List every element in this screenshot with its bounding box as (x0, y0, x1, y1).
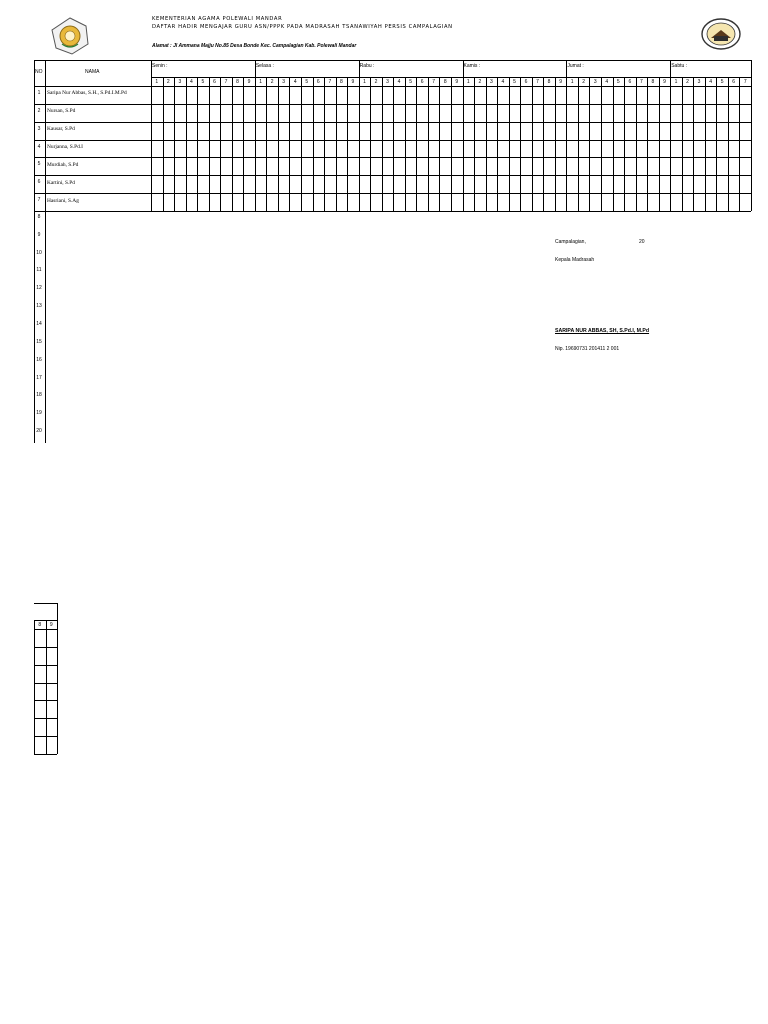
row-number: 2 (37, 107, 41, 114)
day-header: Senin : (152, 63, 168, 69)
period-number: 2 (582, 78, 586, 85)
period-divider (301, 77, 302, 211)
period-number: 7 (743, 78, 747, 85)
principal-name: SARIPA NUR ABBAS, SH, S.Pd.I, M.Pd (555, 328, 650, 334)
row-number: 13 (36, 303, 42, 310)
period-divider (543, 77, 544, 211)
period-number: 8 (651, 78, 655, 85)
period-divider (336, 77, 337, 211)
numcol-right-line (45, 211, 46, 443)
period-number: 2 (686, 78, 689, 85)
table-right-border (751, 60, 752, 211)
row-divider (34, 122, 751, 123)
period-number: 7 (224, 78, 228, 85)
period-number: 4 (605, 78, 609, 85)
period-number: 9 (559, 78, 562, 85)
signature-place: Campalagian, (555, 239, 586, 245)
period-divider (382, 77, 383, 211)
period-number: 5 (720, 78, 724, 85)
row-number: 14 (36, 321, 42, 327)
row-divider (34, 193, 751, 194)
period-divider (636, 77, 637, 211)
period-divider (313, 77, 314, 211)
madrasah-seal-icon (700, 14, 740, 54)
fragment-row-divider (34, 683, 57, 684)
teacher-name: Kausar, S.Pd (47, 126, 75, 133)
period-number: 5 (409, 78, 412, 85)
period-divider (347, 77, 348, 211)
row-number: 9 (37, 231, 41, 238)
fragment-row-divider (34, 754, 57, 755)
row-number: 3 (37, 125, 41, 132)
period-divider (163, 77, 164, 211)
period-divider (266, 77, 267, 211)
period-number: 3 (178, 78, 182, 85)
row-number: 1 (37, 89, 41, 96)
period-number: 1 (570, 78, 574, 85)
row-divider (34, 157, 751, 158)
period-divider (532, 77, 533, 211)
signature-title: Kepala Madrasah (555, 257, 595, 263)
period-number: 1 (466, 78, 470, 85)
period-number: 1 (259, 78, 262, 85)
period-number: 4 (293, 78, 297, 85)
no-column-border (45, 60, 46, 211)
fragment-top-border (34, 603, 57, 604)
row-number: 4 (37, 143, 41, 150)
signature-year: 20 (639, 239, 645, 245)
period-divider (220, 77, 221, 211)
period-number: 9 (455, 78, 459, 85)
period-divider (186, 77, 187, 211)
row-number: 10 (36, 249, 42, 256)
period-number: 8 (339, 78, 343, 85)
row-divider (34, 175, 751, 176)
row-divider (34, 140, 751, 141)
day-header: Kamis : (463, 63, 481, 69)
fragment-period-divider (46, 620, 47, 754)
period-divider (589, 77, 590, 211)
fragment-row-divider (34, 665, 57, 666)
period-number: 6 (213, 78, 216, 85)
period-number: 7 (536, 78, 539, 85)
period-divider (520, 77, 521, 211)
period-number: 6 (420, 78, 424, 85)
period-number: 6 (316, 78, 320, 85)
principal-nip: Nip. 19690731 201411 2 001 (555, 346, 620, 352)
period-divider (174, 77, 175, 211)
period-divider (497, 77, 498, 211)
period-divider (405, 77, 406, 211)
row-number: 15 (36, 338, 42, 345)
teacher-name: Nursan, S.Pd (47, 108, 76, 115)
row-number: 19 (36, 410, 42, 417)
period-number: 6 (524, 78, 528, 85)
address-line: Alamat : Jl Ammana Majju No.85 Desa Bonde Kec. Campalagian Kab. Polewali Mandar (152, 43, 357, 49)
period-number: 1 (363, 78, 366, 85)
period-divider (647, 77, 648, 211)
row-number: 5 (37, 161, 41, 168)
period-divider (601, 77, 602, 211)
period-number: 4 (501, 78, 505, 85)
period-number: 8 (443, 78, 447, 85)
row-number: 18 (36, 392, 42, 399)
attendance-table (34, 60, 751, 211)
row-number: 17 (36, 374, 42, 381)
period-divider (243, 77, 244, 211)
period-divider (451, 77, 452, 211)
period-divider (509, 77, 510, 211)
period-number: 9 (351, 78, 355, 85)
row-number: 12 (36, 285, 42, 292)
period-divider (439, 77, 440, 211)
period-divider (682, 77, 683, 211)
period-divider (659, 77, 660, 211)
period-divider (555, 77, 556, 211)
row-number: 6 (37, 179, 41, 186)
period-number: 4 (709, 78, 712, 85)
row-number: 20 (36, 428, 42, 435)
period-number: 3 (697, 78, 701, 85)
fragment-row-divider (34, 718, 57, 719)
period-divider (416, 77, 417, 211)
period-number: 8 (547, 78, 551, 85)
period-number: 3 (489, 78, 493, 85)
day-header: Sabtu : (671, 63, 688, 69)
period-number: 7 (639, 78, 643, 85)
institution-name: KEMENTERIAN AGAMA POLEWALI MANDAR (152, 16, 283, 22)
period-number: 3 (282, 78, 286, 85)
teacher-name: Hasriani, S.Ag (47, 197, 79, 204)
fragment-right-border (57, 603, 58, 754)
period-divider (728, 77, 729, 211)
period-number: 1 (155, 78, 159, 85)
period-number: 4 (397, 78, 401, 85)
numcol-left-line (34, 211, 35, 443)
teacher-name: Nurjanna, S.Pd.I (47, 144, 83, 150)
period-divider (578, 77, 579, 211)
period-divider (486, 77, 487, 211)
ministry-emblem-icon (50, 16, 90, 56)
table-top-border (34, 60, 751, 61)
period-number: 1 (674, 78, 678, 85)
period-divider (613, 77, 614, 211)
period-divider (705, 77, 706, 211)
row-number: 16 (36, 356, 42, 363)
period-number: 3 (593, 78, 597, 85)
period-number: 4 (189, 78, 193, 85)
period-number: 3 (386, 78, 389, 85)
period-divider (370, 77, 371, 211)
period-divider (209, 77, 210, 211)
period-number: 5 (305, 78, 309, 85)
period-divider (474, 77, 475, 211)
teacher-name: Kartini, S.Pd (47, 179, 76, 186)
period-divider (739, 77, 740, 211)
document-title: DAFTAR HADIR MENGAJAR GURU ASN/PPPK PADA MADRASAH TSANAWIYAH PERSIS CAMPALAGIAN (152, 24, 453, 30)
period-number: 5 (616, 78, 620, 85)
fragment-row-divider (34, 700, 57, 701)
period-divider (393, 77, 394, 211)
period-number: 2 (166, 78, 170, 85)
period-number: 2 (374, 78, 378, 85)
period-divider (428, 77, 429, 211)
period-number: 8 (236, 78, 239, 85)
period-divider (716, 77, 717, 211)
teacher-name: Saripa Nur Abbas, S.H., S.Pd.I.M.Pd (47, 90, 127, 97)
period-number: 5 (513, 78, 516, 85)
name-header: NAMA (85, 69, 100, 75)
fragment-row-divider (34, 736, 57, 737)
day-header: Selasa : (255, 63, 274, 69)
row-number: 8 (37, 213, 41, 220)
period-divider (324, 77, 325, 211)
period-divider (624, 77, 625, 211)
table-left-border (34, 60, 35, 211)
period-number: 6 (732, 78, 736, 85)
period-divider (278, 77, 279, 211)
teacher-name: Murdiah, S.Pd (47, 161, 79, 168)
table-bottom-border (34, 211, 751, 212)
period-divider (693, 77, 694, 211)
period-number: 8 (38, 621, 42, 628)
no-header: NO (35, 69, 43, 75)
table-fragment (34, 603, 58, 754)
period-number: 2 (478, 78, 482, 85)
period-number: 7 (328, 78, 332, 85)
day-header: Rabu : (359, 63, 375, 69)
row-number: 7 (37, 197, 41, 204)
period-divider (197, 77, 198, 211)
period-divider (289, 77, 290, 211)
fragment-left-border (34, 620, 35, 754)
period-number: 9 (247, 78, 251, 85)
period-number: 2 (270, 78, 274, 85)
period-number: 9 (49, 621, 53, 628)
row-number: 11 (36, 267, 42, 274)
row-number-column (34, 211, 45, 443)
period-number: 9 (663, 78, 666, 85)
row-divider (34, 104, 751, 105)
period-divider (232, 77, 233, 211)
day-header: Jumat : (567, 63, 584, 69)
period-number: 5 (201, 78, 205, 85)
period-number: 6 (628, 78, 632, 85)
period-number: 7 (432, 78, 436, 85)
fragment-row-divider (34, 647, 57, 648)
